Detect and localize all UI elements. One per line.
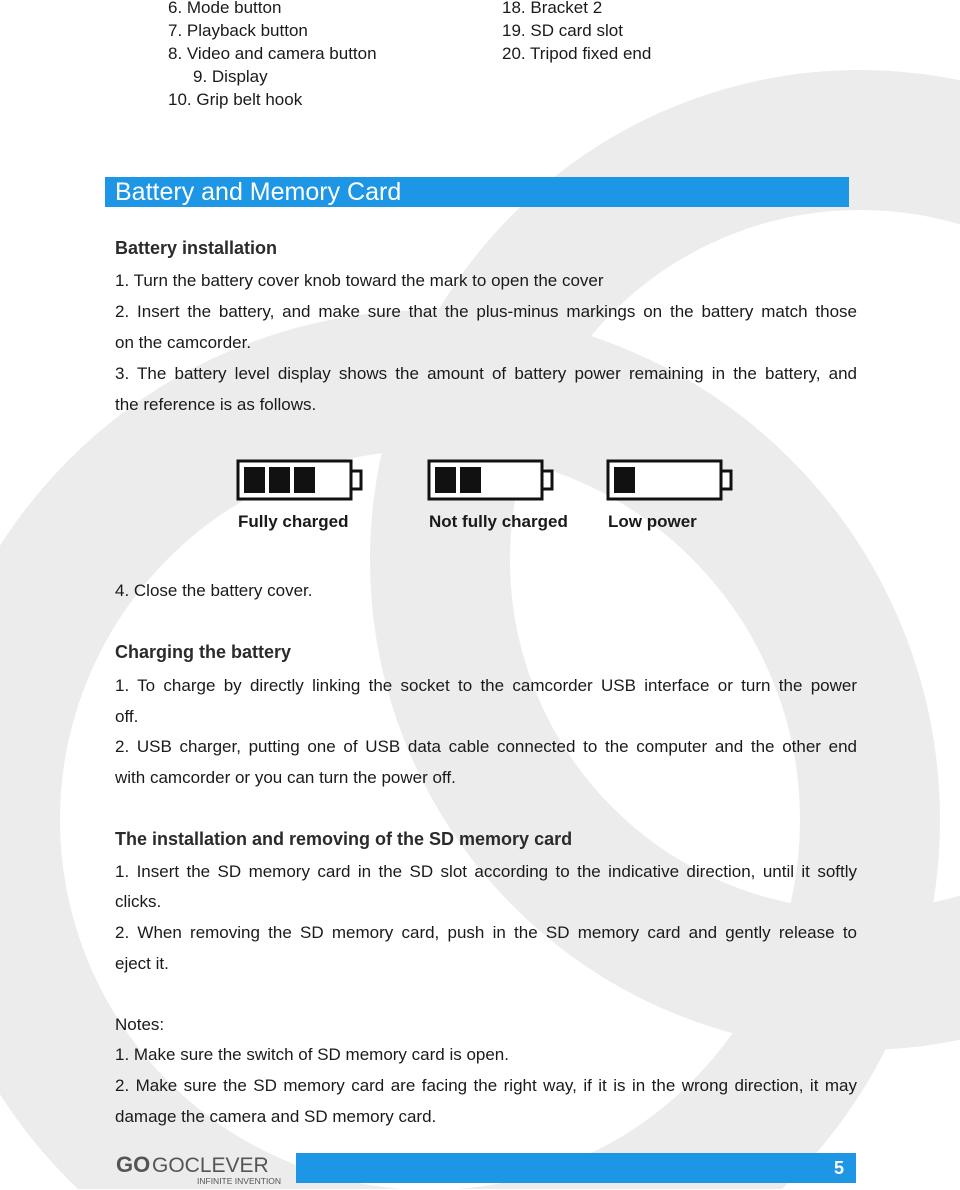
battery-cell [269,467,290,493]
parts-item: 18. Bracket 2 [502,0,603,17]
parts-item: 19. SD card slot [502,21,623,40]
page-number: 5 [833,1158,844,1178]
battery-terminal [351,471,361,489]
parts-item: 7. Playback button [168,21,308,40]
battery-icon [238,461,361,531]
battery-terminal [721,471,731,489]
notes-heading: Notes: [115,1015,165,1034]
battery-step-2-cont: on the camcorder. [115,333,252,352]
goclever-logo [116,1150,286,1190]
sd-step-1-cont: clicks. [115,892,162,911]
battery-cell [614,467,635,493]
parts-list-left [168,0,377,111]
note-2: 2. Make sure the SD memory card are facing the right way, if it is in the wrong direction, it may [115,1076,857,1095]
parts-item: 8. Video and camera button [168,44,377,63]
sd-step-1: 1. Insert the SD memory card in the SD slot according to the indicative direction, until it softly [115,862,857,881]
logo-mark: GO [116,1152,151,1177]
logo-tagline: INFINITE INVENTION [197,1176,282,1186]
parts-item: 10. Grip belt hook [168,90,303,109]
charging-step-2-cont: with camcorder or you can turn the power off. [115,768,456,787]
battery-level-figure [230,455,740,535]
battery-icon [429,461,568,531]
charging-step-2: 2. USB charger, putting one of USB data cable connected to the computer and the other end [115,737,857,756]
battery-level-label: Fully charged [238,512,349,531]
parts-item: 6. Mode button [168,0,282,17]
battery-cell [460,467,481,493]
parts-item: 9. Display [193,67,268,86]
sd-step-2-cont: eject it. [115,954,169,973]
note-2-cont: damage the camera and SD memory card. [115,1107,437,1126]
note-1: 1. Make sure the switch of SD memory card is open. [115,1045,509,1064]
sd-step-2: 2. When removing the SD memory card, push in the SD memory card and gently release to [115,923,857,942]
sd-card-heading: The installation and removing of the SD memory card [115,829,573,849]
charging-heading: Charging the battery [115,642,292,662]
battery-step-2: 2. Insert the battery, and make sure that the plus-minus markings on the battery match those [115,302,857,321]
battery-level-label: Not fully charged [429,512,568,531]
battery-cell [294,467,315,493]
parts-item: 20. Tripod fixed end [502,44,652,63]
battery-level-label: Low power [608,512,697,531]
battery-icon [608,461,731,531]
battery-installation-heading: Battery installation [115,238,278,258]
charging-step-1: 1. To charge by directly linking the socket to the camcorder USB interface or turn the power [115,676,857,695]
battery-step-4: 4. Close the battery cover. [115,581,313,600]
parts-list-right [502,0,651,65]
section-title-bar: Battery and Memory Card [105,177,849,207]
battery-step-3-cont: the reference is as follows. [115,395,317,414]
battery-cell [244,467,265,493]
charging-step-1-cont: off. [115,707,139,726]
battery-cell [435,467,456,493]
battery-step-3: 3. The battery level display shows the amount of battery power remaining in the battery, and [115,364,857,383]
logo-name: GOCLEVER [152,1154,269,1177]
battery-terminal [542,471,552,489]
battery-step-1: 1. Turn the battery cover knob toward the mark to open the cover [115,271,604,290]
footer-bar [296,1153,856,1183]
